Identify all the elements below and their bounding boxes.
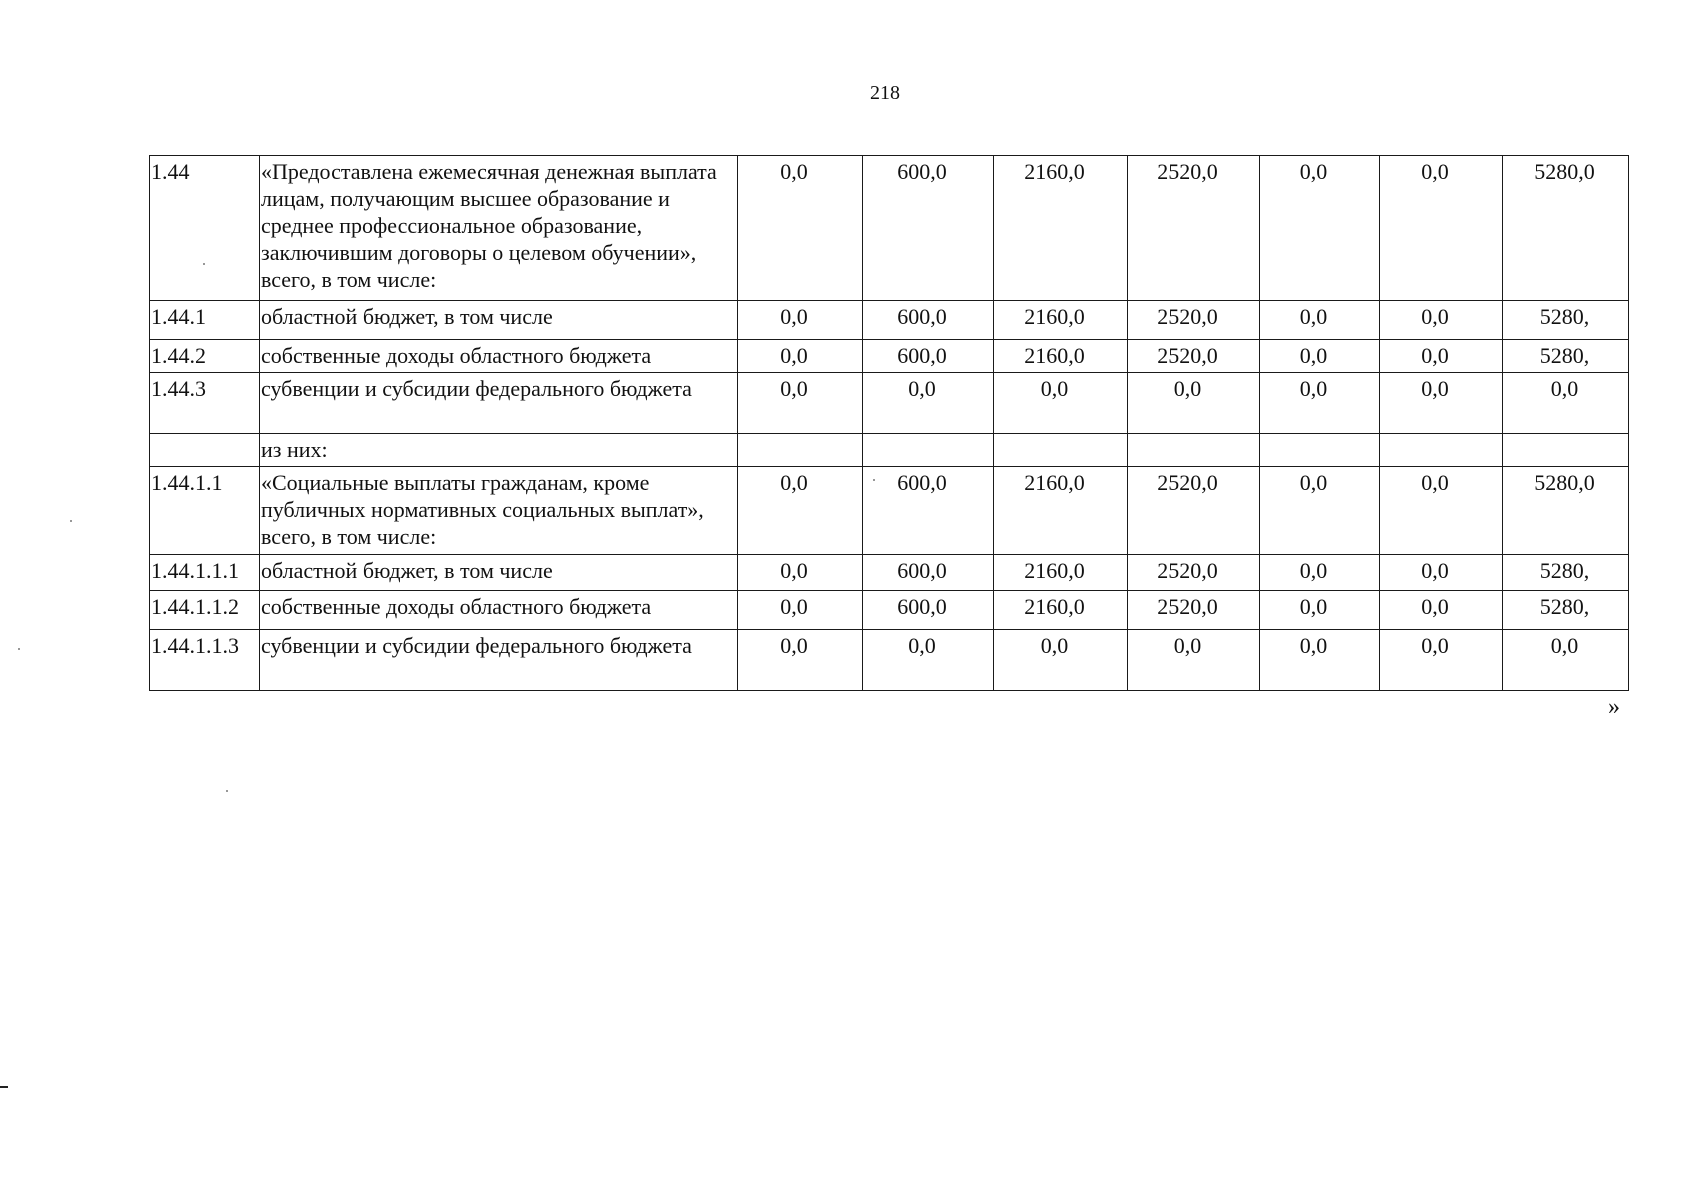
- table-row: [150, 467, 1629, 555]
- value-cell: 0,0: [738, 467, 863, 555]
- value-cell: [738, 434, 863, 467]
- value-cell: 0,0: [863, 630, 994, 691]
- value-cell: 0,0: [1260, 467, 1380, 555]
- value-cell: 0,0: [1503, 630, 1629, 691]
- table-row: [150, 434, 1629, 467]
- value-cell: 0,0: [738, 301, 863, 340]
- value-cell: 2520,0: [1128, 156, 1260, 301]
- value-cell: 600,0: [863, 340, 994, 373]
- value-cell: [1380, 434, 1503, 467]
- value-cell: 5280,: [1503, 555, 1629, 591]
- value-cell: 0,0: [1380, 630, 1503, 691]
- value-cell: 0,0: [1380, 340, 1503, 373]
- value-cell: 2160,0: [994, 555, 1128, 591]
- value-cell: 2520,0: [1128, 555, 1260, 591]
- value-cell: [1503, 434, 1629, 467]
- value-cell: 0,0: [1260, 555, 1380, 591]
- value-cell: 0,0: [863, 373, 994, 434]
- scan-speck: [873, 479, 875, 481]
- value-cell: [863, 434, 994, 467]
- page-number: 218: [870, 82, 900, 104]
- value-cell: 5280,: [1503, 591, 1629, 630]
- value-cell: 0,0: [1503, 373, 1629, 434]
- value-cell: 0,0: [1128, 630, 1260, 691]
- scan-speck: [0, 1086, 8, 1088]
- row-code: 1.44.1.1.2: [150, 591, 260, 630]
- value-cell: 600,0: [863, 555, 994, 591]
- row-name: из них:: [260, 434, 738, 467]
- value-cell: 2160,0: [994, 591, 1128, 630]
- row-code: 1.44.1.1.1: [150, 555, 260, 591]
- table-row: [150, 156, 1629, 301]
- value-cell: 0,0: [1380, 301, 1503, 340]
- value-cell: 5280,: [1503, 301, 1629, 340]
- value-cell: 0,0: [1380, 373, 1503, 434]
- value-cell: 0,0: [1380, 467, 1503, 555]
- value-cell: 0,0: [1260, 591, 1380, 630]
- value-cell: 0,0: [994, 630, 1128, 691]
- value-cell: 2160,0: [994, 340, 1128, 373]
- row-code: [150, 434, 260, 467]
- value-cell: 0,0: [1260, 301, 1380, 340]
- budget-table: [149, 155, 1629, 691]
- value-cell: 0,0: [1260, 156, 1380, 301]
- value-cell: 5280,: [1503, 340, 1629, 373]
- value-cell: 0,0: [738, 555, 863, 591]
- table-row: [150, 340, 1629, 373]
- row-code: 1.44.1.1: [150, 467, 260, 555]
- value-cell: [1260, 434, 1380, 467]
- row-code: 1.44.1: [150, 301, 260, 340]
- table-row: [150, 301, 1629, 340]
- row-code: 1.44.2: [150, 340, 260, 373]
- row-name: собственные доходы областного бюджета: [260, 591, 738, 630]
- value-cell: 0,0: [738, 373, 863, 434]
- value-cell: 600,0: [863, 156, 994, 301]
- value-cell: 0,0: [738, 156, 863, 301]
- row-name: «Предоставлена ежемесячная денежная выплата лицам, получающим высшее образование и среднее профессиональное образование, заключившим договоры о целевом обучении», всего, в том числе:: [260, 156, 738, 301]
- scan-speck: [18, 648, 20, 650]
- row-name: субвенции и субсидии федерального бюджета: [260, 373, 738, 434]
- value-cell: 2520,0: [1128, 301, 1260, 340]
- table-row: [150, 630, 1629, 691]
- value-cell: 0,0: [1380, 156, 1503, 301]
- value-cell: 0,0: [1380, 591, 1503, 630]
- value-cell: [994, 434, 1128, 467]
- value-cell: 600,0: [863, 591, 994, 630]
- value-cell: 0,0: [738, 340, 863, 373]
- value-cell: 0,0: [1128, 373, 1260, 434]
- value-cell: 5280,0: [1503, 467, 1629, 555]
- value-cell: 0,0: [1260, 340, 1380, 373]
- scan-speck: [70, 520, 72, 522]
- table-row: [150, 591, 1629, 630]
- row-name: собственные доходы областного бюджета: [260, 340, 738, 373]
- value-cell: 0,0: [1260, 630, 1380, 691]
- row-name: областной бюджет, в том числе: [260, 555, 738, 591]
- table-row: [150, 555, 1629, 591]
- row-name: «Социальные выплаты гражданам, кроме публичных нормативных социальных выплат», всего, в том числе:: [260, 467, 738, 555]
- value-cell: 0,0: [994, 373, 1128, 434]
- value-cell: 5280,0: [1503, 156, 1629, 301]
- value-cell: 2160,0: [994, 301, 1128, 340]
- value-cell: 0,0: [1380, 555, 1503, 591]
- value-cell: 600,0: [863, 467, 994, 555]
- value-cell: 2520,0: [1128, 591, 1260, 630]
- row-code: 1.44.3: [150, 373, 260, 434]
- row-name: областной бюджет, в том числе: [260, 301, 738, 340]
- row-name: субвенции и субсидии федерального бюджета: [260, 630, 738, 691]
- value-cell: 0,0: [738, 630, 863, 691]
- value-cell: 2160,0: [994, 156, 1128, 301]
- row-code: 1.44.1.1.3: [150, 630, 260, 691]
- scan-speck: [226, 790, 228, 792]
- row-code: 1.44: [150, 156, 260, 301]
- table-row: [150, 373, 1629, 434]
- scan-speck: [203, 263, 205, 265]
- value-cell: 0,0: [738, 591, 863, 630]
- value-cell: 2520,0: [1128, 340, 1260, 373]
- value-cell: [1128, 434, 1260, 467]
- closing-quote: »: [1608, 694, 1620, 720]
- value-cell: 2160,0: [994, 467, 1128, 555]
- value-cell: 600,0: [863, 301, 994, 340]
- value-cell: 0,0: [1260, 373, 1380, 434]
- value-cell: 2520,0: [1128, 467, 1260, 555]
